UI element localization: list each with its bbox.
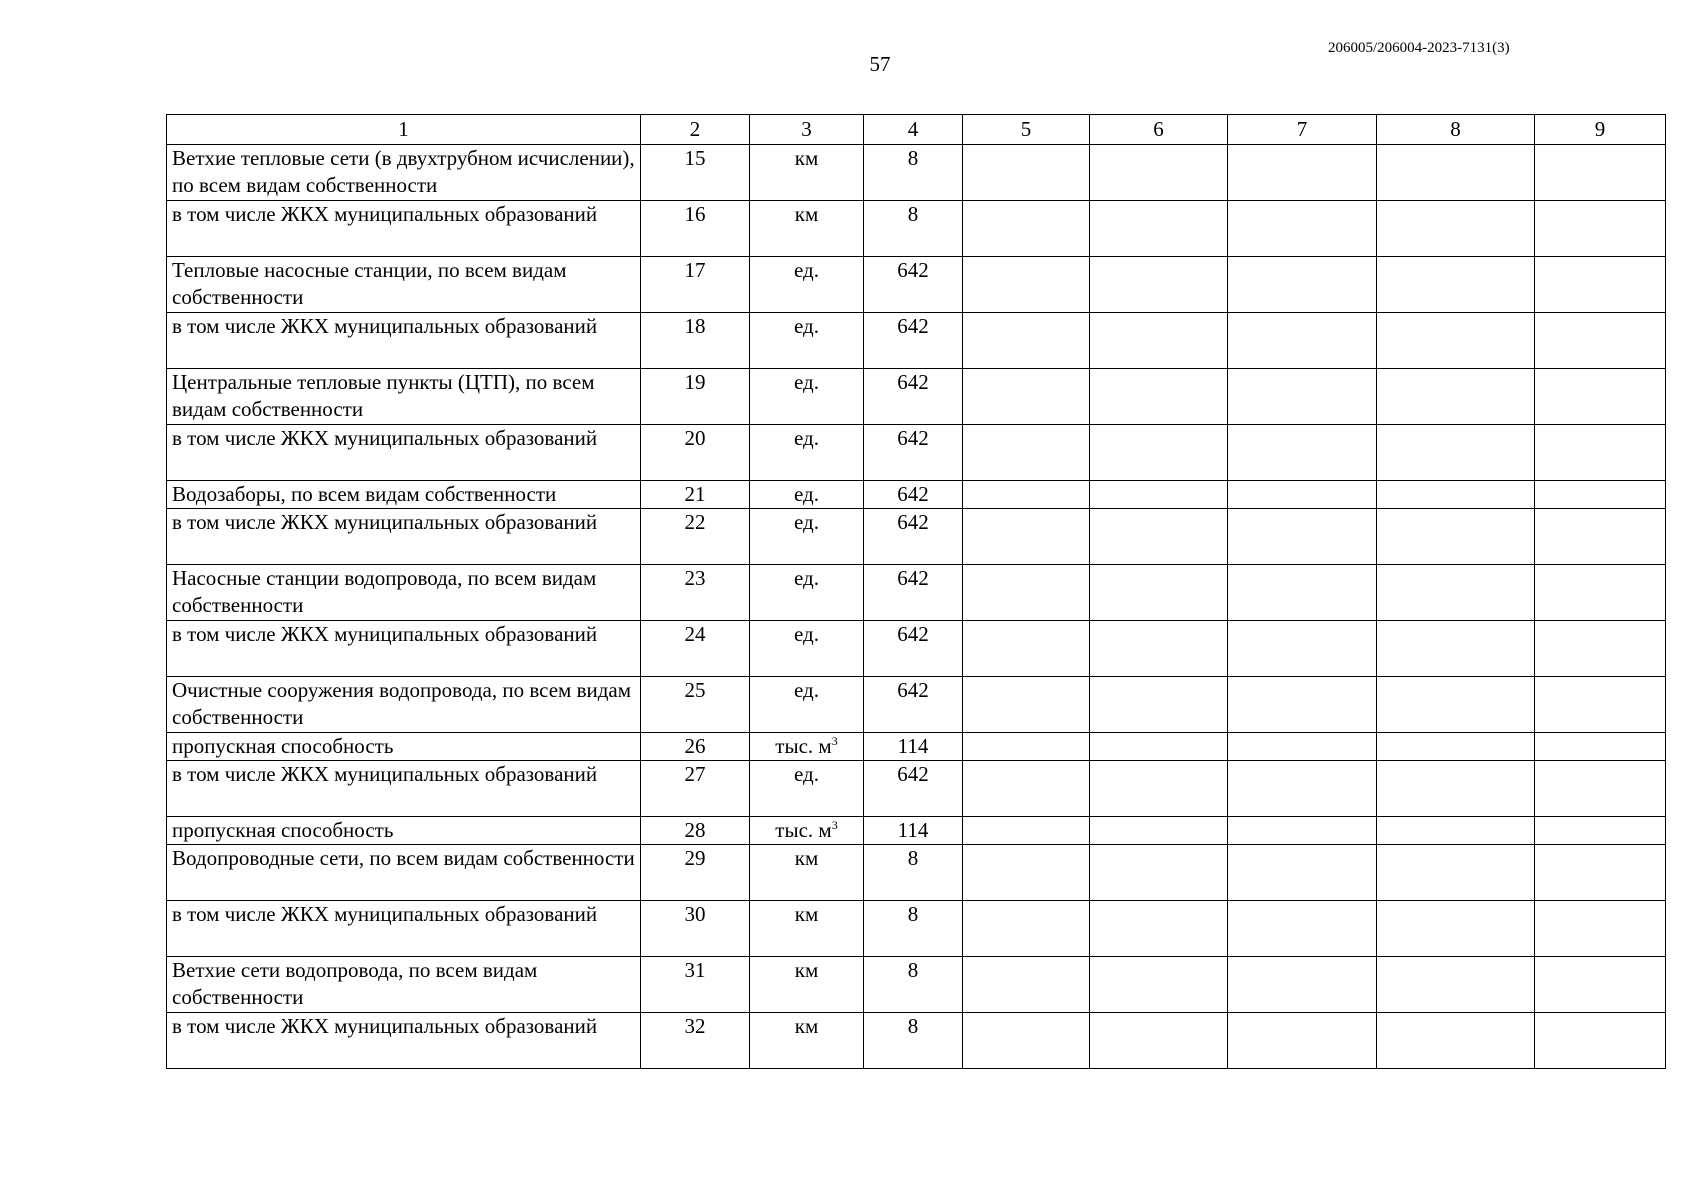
row-code: 18: [641, 313, 750, 369]
column-header: 1: [167, 115, 641, 145]
page-number: 57: [869, 52, 891, 76]
row-unit: [750, 621, 864, 677]
row-unit: [750, 957, 864, 1013]
row-code: 16: [641, 201, 750, 257]
empty-cell: [1377, 201, 1535, 257]
row-code: 19: [641, 369, 750, 425]
empty-cell: [1535, 145, 1666, 201]
empty-cell: [1535, 761, 1666, 817]
row-unit: [750, 313, 864, 369]
empty-cell: [1535, 733, 1666, 761]
empty-cell: [1090, 369, 1228, 425]
row-value: 114: [864, 817, 963, 845]
row-unit: [750, 817, 864, 845]
row-code: 15: [641, 145, 750, 201]
empty-cell: [1090, 201, 1228, 257]
row-unit: [750, 145, 864, 201]
unit-text: ед.: [794, 482, 819, 506]
row-code: 27: [641, 761, 750, 817]
row-name: пропускная способность: [167, 817, 641, 845]
row-code: 28: [641, 817, 750, 845]
empty-cell: [1377, 733, 1535, 761]
empty-cell: [1228, 957, 1377, 1013]
empty-cell: [963, 817, 1090, 845]
row-code: 26: [641, 733, 750, 761]
empty-cell: [963, 509, 1090, 565]
table-row: [167, 733, 1666, 761]
empty-cell: [963, 621, 1090, 677]
unit-superscript: 3: [831, 818, 838, 832]
row-value: 642: [864, 565, 963, 621]
empty-cell: [1090, 481, 1228, 509]
empty-cell: [963, 201, 1090, 257]
row-name: Насосные станции водопровода, по всем видам собственности: [167, 565, 641, 621]
row-unit: [750, 761, 864, 817]
empty-cell: [963, 565, 1090, 621]
empty-cell: [1535, 565, 1666, 621]
column-number-row: [167, 115, 1666, 145]
empty-cell: [1535, 509, 1666, 565]
unit-text: тыс. м: [775, 818, 832, 842]
empty-cell: [1090, 145, 1228, 201]
row-value: 8: [864, 901, 963, 957]
row-code: 29: [641, 845, 750, 901]
column-header: 5: [963, 115, 1090, 145]
empty-cell: [1090, 565, 1228, 621]
unit-text: тыс. м: [775, 734, 832, 758]
table-row: [167, 145, 1666, 201]
row-name: Центральные тепловые пункты (ЦТП), по всем видам собственности: [167, 369, 641, 425]
row-name: в том числе ЖКХ муниципальных образований: [167, 901, 641, 957]
empty-cell: [1090, 901, 1228, 957]
row-value: 642: [864, 481, 963, 509]
row-name: в том числе ЖКХ муниципальных образований: [167, 313, 641, 369]
empty-cell: [963, 677, 1090, 733]
table-row: [167, 1013, 1666, 1069]
empty-cell: [1228, 565, 1377, 621]
row-name: Ветхие сети водопровода, по всем видам собственности: [167, 957, 641, 1013]
empty-cell: [1535, 957, 1666, 1013]
row-code: 32: [641, 1013, 750, 1069]
empty-cell: [1228, 257, 1377, 313]
empty-cell: [963, 957, 1090, 1013]
unit-text: ед.: [794, 622, 819, 646]
empty-cell: [1535, 313, 1666, 369]
empty-cell: [1377, 845, 1535, 901]
table-body: [167, 145, 1666, 1069]
empty-cell: [1377, 761, 1535, 817]
empty-cell: [1090, 733, 1228, 761]
unit-text: км: [794, 846, 819, 870]
row-code: 22: [641, 509, 750, 565]
table-row: [167, 481, 1666, 509]
row-value: 642: [864, 313, 963, 369]
empty-cell: [1228, 201, 1377, 257]
row-code: 23: [641, 565, 750, 621]
empty-cell: [1535, 677, 1666, 733]
row-code: 17: [641, 257, 750, 313]
empty-cell: [1377, 313, 1535, 369]
empty-cell: [1228, 509, 1377, 565]
document-id: 206005/206004-2023-7131(3): [1328, 40, 1510, 56]
empty-cell: [963, 1013, 1090, 1069]
empty-cell: [1090, 509, 1228, 565]
table-row: [167, 901, 1666, 957]
table-row: [167, 845, 1666, 901]
row-unit: [750, 901, 864, 957]
empty-cell: [1090, 845, 1228, 901]
table-row: [167, 621, 1666, 677]
empty-cell: [1228, 481, 1377, 509]
row-name: в том числе ЖКХ муниципальных образований: [167, 761, 641, 817]
unit-text: ед.: [794, 370, 819, 394]
row-code: 25: [641, 677, 750, 733]
row-value: 8: [864, 145, 963, 201]
empty-cell: [1228, 733, 1377, 761]
row-name: Очистные сооружения водопровода, по всем видам собственности: [167, 677, 641, 733]
column-header: 8: [1377, 115, 1535, 145]
table-row: [167, 761, 1666, 817]
row-name: Водопроводные сети, по всем видам собственности: [167, 845, 641, 901]
unit-text: ед.: [794, 426, 819, 450]
empty-cell: [1228, 761, 1377, 817]
table-row: [167, 817, 1666, 845]
empty-cell: [1535, 817, 1666, 845]
unit-text: ед.: [794, 258, 819, 282]
empty-cell: [1377, 565, 1535, 621]
empty-cell: [1090, 1013, 1228, 1069]
table-row: [167, 425, 1666, 481]
row-value: 8: [864, 1013, 963, 1069]
empty-cell: [1377, 509, 1535, 565]
empty-cell: [1535, 621, 1666, 677]
unit-text: ед.: [794, 678, 819, 702]
row-name: в том числе ЖКХ муниципальных образований: [167, 425, 641, 481]
empty-cell: [1377, 481, 1535, 509]
empty-cell: [1377, 257, 1535, 313]
row-value: 642: [864, 425, 963, 481]
empty-cell: [1090, 761, 1228, 817]
column-header: 2: [641, 115, 750, 145]
column-header: 3: [750, 115, 864, 145]
row-code: 30: [641, 901, 750, 957]
row-name: Тепловые насосные станции, по всем видам собственности: [167, 257, 641, 313]
empty-cell: [1535, 425, 1666, 481]
empty-cell: [1228, 313, 1377, 369]
unit-text: км: [794, 146, 819, 170]
empty-cell: [1377, 369, 1535, 425]
row-name: в том числе ЖКХ муниципальных образований: [167, 1013, 641, 1069]
row-name: Водозаборы, по всем видам собственности: [167, 481, 641, 509]
empty-cell: [1090, 257, 1228, 313]
empty-cell: [1090, 313, 1228, 369]
column-header: 7: [1228, 115, 1377, 145]
empty-cell: [1228, 145, 1377, 201]
empty-cell: [1535, 257, 1666, 313]
empty-cell: [963, 313, 1090, 369]
row-value: 642: [864, 761, 963, 817]
row-name: пропускная способность: [167, 733, 641, 761]
row-value: 642: [864, 369, 963, 425]
empty-cell: [1535, 369, 1666, 425]
empty-cell: [963, 425, 1090, 481]
row-unit: [750, 733, 864, 761]
unit-text: ед.: [794, 566, 819, 590]
row-unit: [750, 425, 864, 481]
empty-cell: [963, 901, 1090, 957]
table-row: [167, 677, 1666, 733]
table-row: [167, 369, 1666, 425]
empty-cell: [1377, 817, 1535, 845]
row-value: 642: [864, 509, 963, 565]
row-code: 31: [641, 957, 750, 1013]
empty-cell: [1535, 481, 1666, 509]
row-code: 20: [641, 425, 750, 481]
empty-cell: [1228, 369, 1377, 425]
empty-cell: [963, 845, 1090, 901]
row-value: 8: [864, 957, 963, 1013]
table-row: [167, 313, 1666, 369]
row-code: 24: [641, 621, 750, 677]
empty-cell: [1090, 425, 1228, 481]
empty-cell: [1228, 621, 1377, 677]
unit-text: ед.: [794, 762, 819, 786]
row-value: 114: [864, 733, 963, 761]
row-value: 642: [864, 257, 963, 313]
empty-cell: [1377, 1013, 1535, 1069]
row-value: 8: [864, 201, 963, 257]
row-value: 642: [864, 677, 963, 733]
empty-cell: [1377, 425, 1535, 481]
empty-cell: [1535, 901, 1666, 957]
empty-cell: [963, 761, 1090, 817]
empty-cell: [963, 369, 1090, 425]
row-unit: [750, 369, 864, 425]
unit-text: км: [794, 202, 819, 226]
table-row: [167, 257, 1666, 313]
column-header: 9: [1535, 115, 1666, 145]
empty-cell: [1377, 957, 1535, 1013]
unit-text: ед.: [794, 314, 819, 338]
table-row: [167, 509, 1666, 565]
empty-cell: [963, 733, 1090, 761]
row-name: в том числе ЖКХ муниципальных образований: [167, 201, 641, 257]
row-value: 642: [864, 621, 963, 677]
row-name: в том числе ЖКХ муниципальных образований: [167, 621, 641, 677]
unit-text: км: [794, 902, 819, 926]
empty-cell: [1090, 677, 1228, 733]
empty-cell: [1228, 817, 1377, 845]
empty-cell: [1090, 817, 1228, 845]
empty-cell: [963, 145, 1090, 201]
row-unit: [750, 677, 864, 733]
empty-cell: [963, 481, 1090, 509]
empty-cell: [1535, 845, 1666, 901]
empty-cell: [1228, 1013, 1377, 1069]
row-unit: [750, 201, 864, 257]
empty-cell: [1090, 621, 1228, 677]
unit-text: км: [794, 1014, 819, 1038]
empty-cell: [1090, 957, 1228, 1013]
row-unit: [750, 257, 864, 313]
table-row: [167, 957, 1666, 1013]
table-row: [167, 201, 1666, 257]
empty-cell: [1228, 677, 1377, 733]
row-unit: [750, 1013, 864, 1069]
empty-cell: [1377, 145, 1535, 201]
column-header: 4: [864, 115, 963, 145]
unit-text: км: [794, 958, 819, 982]
column-header: 6: [1090, 115, 1228, 145]
statistics-table: [166, 114, 1666, 1069]
empty-cell: [1228, 901, 1377, 957]
empty-cell: [1535, 1013, 1666, 1069]
empty-cell: [963, 257, 1090, 313]
unit-superscript: 3: [831, 734, 838, 748]
row-name: в том числе ЖКХ муниципальных образований: [167, 509, 641, 565]
row-unit: [750, 845, 864, 901]
empty-cell: [1377, 901, 1535, 957]
empty-cell: [1377, 677, 1535, 733]
row-unit: [750, 481, 864, 509]
empty-cell: [1228, 425, 1377, 481]
empty-cell: [1228, 845, 1377, 901]
row-code: 21: [641, 481, 750, 509]
row-unit: [750, 509, 864, 565]
row-unit: [750, 565, 864, 621]
empty-cell: [1535, 201, 1666, 257]
unit-text: ед.: [794, 510, 819, 534]
table-row: [167, 565, 1666, 621]
empty-cell: [1377, 621, 1535, 677]
row-value: 8: [864, 845, 963, 901]
row-name: Ветхие тепловые сети (в двухтрубном исчислении), по всем видам собственности: [167, 145, 641, 201]
